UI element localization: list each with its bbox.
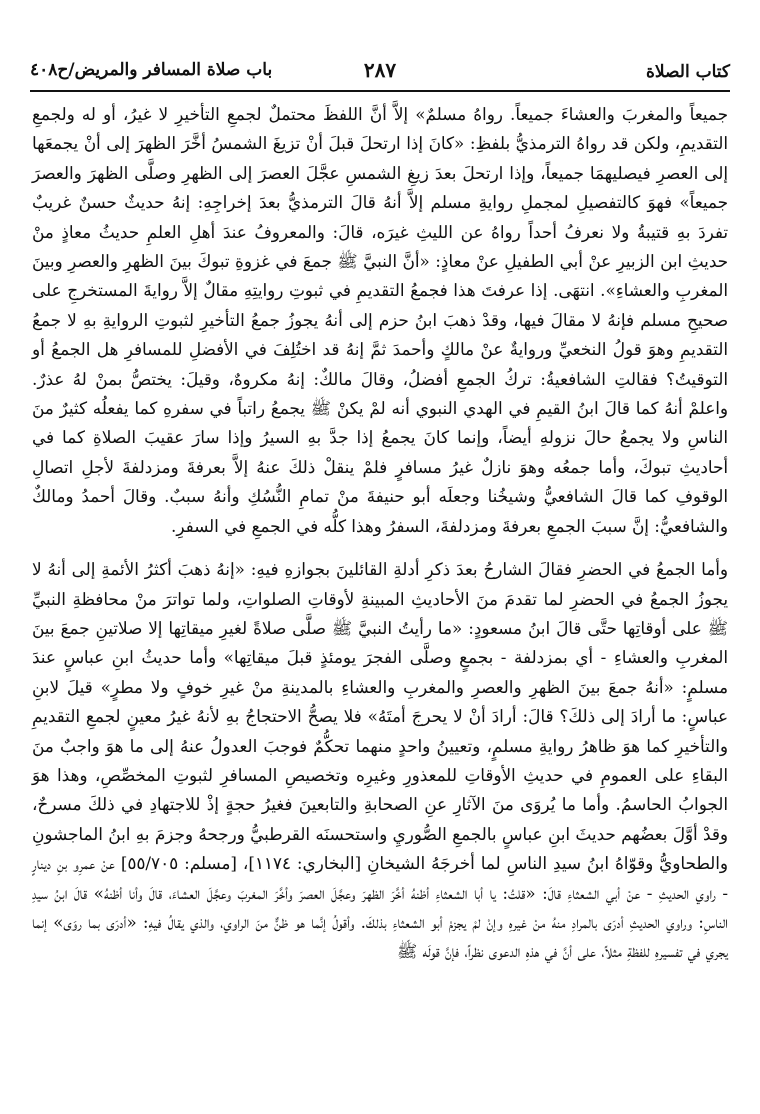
chapter-title: باب صلاة المسافر والمريض/ح٤٠٨ bbox=[30, 60, 273, 80]
header-rule bbox=[30, 90, 730, 92]
running-header bbox=[30, 58, 730, 88]
book-title: كتاب الصلاة bbox=[645, 62, 730, 82]
paragraph-2: وأما الجمعُ في الحضرِ فقالَ الشارحُ بعدَ ذكرِ أدلةِ القائلينَ بجوازهِ فيهِ: «إنهُ ذهبَ أكثرُ الأئمةِ إلى أنهُ لا يجوزُ الجمعُ في الحضرِ لما تقدمَ منَ الأحاديثِ المبينةِ لأوقاتِ الصلواتِ، ولما تواترَ منْ محافظةِ النبيِّ ﷺ على أوقاتِها حتَّى قالَ ابنُ مسعودٍ: «ما رأيتُ النبيَّ ﷺ صلَّى صلاةً لغيرِ ميقاتِها إلا صلاتينِ جمعَ بينَ المغربِ والعشاءِ - أي بمزدلفة - بجمعٍ وصلَّى الفجرَ يومئذٍ قبلَ ميقاتِها» وأما حديثُ ابنِ عباسٍ عندَ مسلمٍ: «أنهُ جمعَ بينَ الظهرِ والعصرِ والمغربِ والعشاءِ بالمدينةِ منْ غيرِ خوفٍ ولا مطرٍ» قيلَ لابنِ عباسٍ: ما أرادَ إلى ذلكَ؟ قالَ: أرادَ أنْ لا يحرجَ أمتَهُ» فلا يصحُّ الاحتجاجُ بهِ لأنهُ غيرُ معينٍ لجمعِ التقديمِ والتأخيرِ كما هوَ ظاهرُ روايةِ مسلمٍ، وتعيينُ واحدٍ منهما تحكُّمٌ فوجبَ العدولُ عنهُ إلى ما هوَ واجبٌ منَ البقاءِ على العمومِ في حديثِ الأوقاتِ للمعذورِ وغيرِه وتخصيصِ المسافرِ لثبوتِ المخصِّصِ، وهذا هوَ الجوابُ الحاسمُ. وأما ما يُروَى منَ الآثارِ عنِ الصحابةِ والتابعينَ فغيرُ حجةٍ إذْ للاجتهادِ في ذلكَ مسرحٌ، وقدْ أوَّلَ بعضُهم حديثَ ابنِ عباسٍ بالجمعِ الصُّوريِ واستحسنَه القرطبيُّ ورجحهُ وجزمَ بهِ ابنُ الماجشونِ والطحاويُّ وقوّاهُ ابنُ سيدِ الناسِ لما أخرجَهُ الشيخانِ [البخاري: ١١٧٤]، [مسلم: ٥٥/٧٠٥] عنْ عمرِو بنِ دينارٍ - راوي الحديثِ - عنْ أبي الشعثاءِ قالَ: «قلتُ: يا أبا الشعثاءِ أظنهُ أخَّرَ الظهرَ وعجَّلَ العصرَ وأخَّرَ المغربَ وعجَّلَ العشاءَ، قالَ وأنا أظنهُ» قالَ ابنُ سيدِ الناسِ: وراوي الحديثِ أدرَى بالمرادِ منهُ منْ غيرهِ وإنْ لمْ يجزمْ أبو الشعثاءِ بذلكَ. وأقولُ إنَّما هو ظنٌّ منَ الراوي، والذي يقالُ فيهِ: «أدرَى بما روَى» إنما يجري في تفسيرهِ للفظةِ مثلاً، على أنَّ في هذهِ الدعوى نظراً، فإنَّ قولَه ﷺ bbox=[32, 559, 729, 962]
main-text bbox=[32, 100, 728, 967]
paragraph-1: جميعاً والمغربَ والعشاءَ جميعاً. رواهُ مسلمٌ» إلاَّ أنَّ اللفظَ محتملٌ لجمعِ التأخيرِ لا غيرُ، أو له ولجمعِ التقديمِ، ولكن قد رواهُ الترمذيُّ بلفظِ: «كانَ إذا ارتحلَ قبلَ أنْ تزيغَ الشمسُ أخَّرَ الظهرَ إلى أنْ يجمعَها إلى العصرِ فيصليهمَا جميعاً، وإذا ارتحلَ بعدَ زيغِ الشمسِ عجَّلَ العصرَ إلى الظهرِ وصلَّى الظهرَ والعصرَ جميعاً» فهوَ كالتفصيلِ لمجملِ روايةِ مسلم إلاَّ أنهُ قالَ الترمذيُّ بعدَ إخراجِهِ: إنهُ حديثٌ حسنٌ غريبٌ تفردَ بهِ قتيبةُ ولا نعرفُ أحداً رواهُ عن الليثِ غيرَه، قالَ: والمعروفُ عندَ أهلِ العلمِ حديثُ معاذٍ منْ حديثِ ابن الزبيرِ عنْ أبي الطفيلِ عنْ معاذٍ: «أنَّ النبيَّ ﷺ جمعَ في غزوةِ تبوكَ بينَ الظهرِ والعصرِ وبينَ المغربِ والعشاءِ». انتهَى. إذا عرفتَ هذا فجمعُ التقديمِ في ثبوتِ روايتِهِ مقالٌ إلاَّ روايةَ المستخرجِ على صحيحِ مسلم فإنهُ لا مقالَ فيها، وقدْ ذهبَ ابنُ حزم إلى أنهُ يجوزُ جمعُ التأخيرِ لثبوتِ الروايةِ بهِ لا جمعُ التقديمِ وهوَ قولُ النخعيِّ وروايةٌ عنْ مالكٍ وأحمدَ ثمَّ إنهُ قد اختُلِفَ في الأفضلِ للمسافرِ هل الجمعُ أو التوقيتُ؟ فقالتِ الشافعيةُ: تركُ الجمعِ أفضلُ، وقالَ مالكٌ: إنهُ مكروهٌ، وقيلَ: يختصُّ بمنْ لهُ عذرٌ. واعلمْ أنهُ كما قالَ ابنُ القيمِ في الهدي النبوي أنه لمْ يكنْ ﷺ يجمعُ راتباً في سفرهِ كما يفعلُه كثيرٌ منَ الناسِ ولا يجمعُ حالَ نزولهِ أيضاً، وإنما كانَ يجمعُ إذا جدَّ بهِ السيرُ وإذا سارَ عقيبَ الصلاةِ كما في أحاديثِ تبوكَ، وأما جمعُه وهوَ نازلٌ غيرُ مسافرٍ فلمْ ينقلْ ذلكَ عنهُ إلاَّ بعرفةَ ومزدلفةَ لأجلِ اتصالِ الوقوفِ كما قالَ الشافعيُّ وشيخُنا وجعلَه أبو حنيفةَ منْ تمامِ النُّسُكِ وأنهُ سببٌ. وقالَ أحمدُ ومالكٌ والشافعيُّ: إنَّ سببَ الجمعِ بعرفةَ ومزدلفةَ، السفرُ وهذا كلُّه في الجمعِ في السفرِ. bbox=[32, 104, 728, 536]
page-number: ٢٨٧ bbox=[363, 58, 397, 82]
